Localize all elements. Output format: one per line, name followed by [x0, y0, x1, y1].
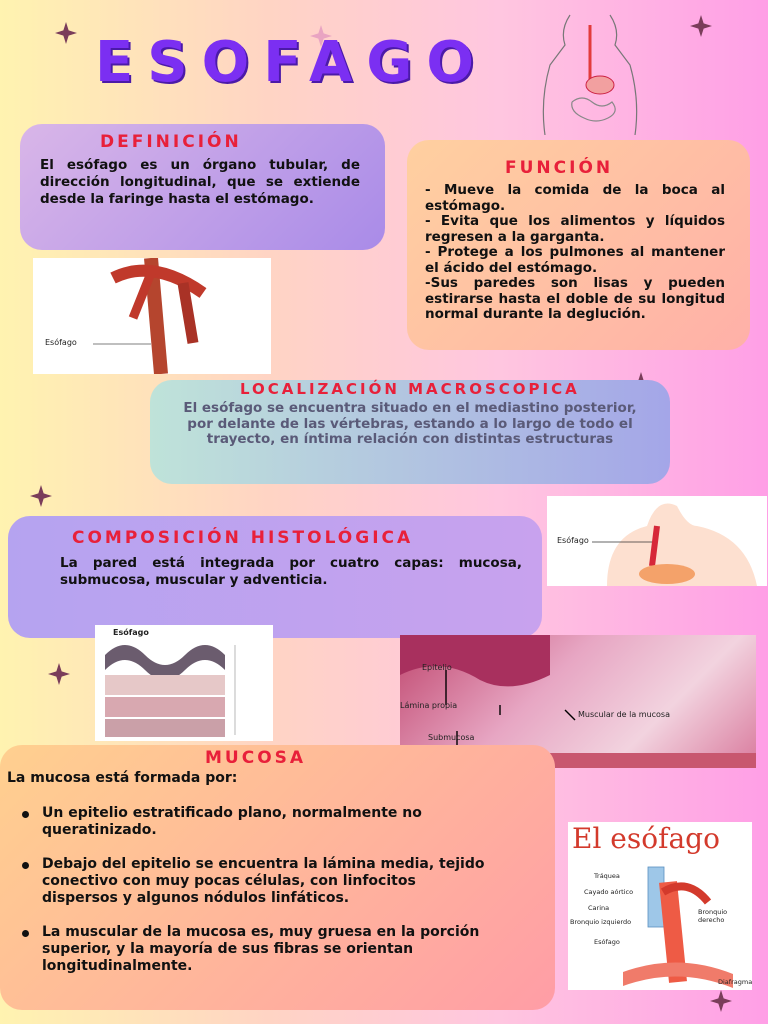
- body-label: Esófago: [557, 536, 589, 545]
- diagram-title: El esófago: [572, 822, 720, 855]
- definition-heading: DEFINICIÓN: [100, 132, 242, 152]
- esophagus-body-image: [547, 496, 767, 586]
- diagram-label: Cayado aórtico: [584, 888, 634, 896]
- mucosa-item: Un epitelio estratificado plano, normalmente no queratinizado.: [8, 805, 488, 839]
- page-title: ESOFAGO: [95, 30, 488, 95]
- sparkle-decoration: [48, 663, 70, 685]
- sparkle-decoration: [710, 990, 732, 1012]
- mucosa-intro: La mucosa está formada por:: [7, 770, 238, 786]
- digestive-system-illustration: [520, 10, 660, 135]
- mucosa-item: La muscular de la mucosa es, muy gruesa en la porción superior, y la mayoría de sus fibras se orientan longitudinalmente.: [8, 924, 488, 975]
- function-item: - Evita que los alimentos y líquidos regresen a la garganta.: [425, 213, 725, 245]
- sparkle-decoration: [690, 15, 712, 37]
- esophagus-anatomy-image: [33, 258, 271, 374]
- micrograph-label: Muscular de la mucosa: [578, 710, 671, 719]
- function-item: - Protege a los pulmones al mantener el ácido del estómago.: [425, 244, 725, 276]
- micrograph-label: Epitelio: [422, 663, 452, 672]
- histology-diagram-image: [95, 625, 273, 741]
- function-item: -Sus paredes son lisas y pueden estirarse hasta el doble de su longitud normal durante la deglución.: [425, 275, 725, 322]
- micrograph-label: Lámina propia: [400, 701, 458, 710]
- function-heading: FUNCIÓN: [505, 158, 614, 178]
- sparkle-decoration: [30, 485, 52, 507]
- function-list: [425, 183, 725, 323]
- diagram-label: Bronquio derecho: [698, 908, 728, 924]
- diagram-label: Bronquio izquierdo: [570, 918, 632, 926]
- function-item: - Mueve la comida de la boca al estómago.: [425, 182, 725, 214]
- anatomy-label: Esófago: [45, 338, 77, 347]
- mucosa-list: [8, 805, 488, 992]
- histology-layers-illustration: [95, 625, 273, 741]
- micrograph-label: Submucosa: [428, 733, 475, 742]
- sparkle-decoration: [55, 22, 77, 44]
- mucosa-heading: MUCOSA: [205, 748, 307, 768]
- anatomy-illustration: [33, 258, 271, 374]
- diagram-label: Esófago: [594, 938, 620, 946]
- location-text: El esófago se encuentra situado en el mediastino posterior, por delante de las vértebras, estando a lo largo de todo el trayecto, en íntima relación con distintas estructuras: [183, 400, 637, 447]
- esophagus-diagram-illustration: [568, 862, 752, 990]
- diagram-label: Carina: [588, 904, 610, 912]
- location-heading: LOCALIZACIÓN MACROSCOPICA: [240, 380, 580, 398]
- definition-text: El esófago es un órgano tubular, de dirección longitudinal, que se extiende desde la faringe hasta el estómago.: [40, 157, 360, 207]
- mucosa-item: Debajo del epitelio se encuentra la lámina media, tejido conectivo con muy pocas células, con linfocitos dispersos y algunos nódulos linfáticos.: [8, 856, 488, 907]
- histology-title: Esófago: [113, 628, 149, 637]
- diagram-label: Diafragma: [718, 978, 752, 986]
- composition-text: La pared está integrada por cuatro capas: mucosa, submucosa, muscular y adventicia.: [60, 555, 522, 588]
- composition-heading: COMPOSICIÓN HISTOLÓGICA: [72, 528, 414, 548]
- diagram-label: Tráquea: [594, 872, 620, 880]
- esophagus-diagram-image: [568, 822, 752, 990]
